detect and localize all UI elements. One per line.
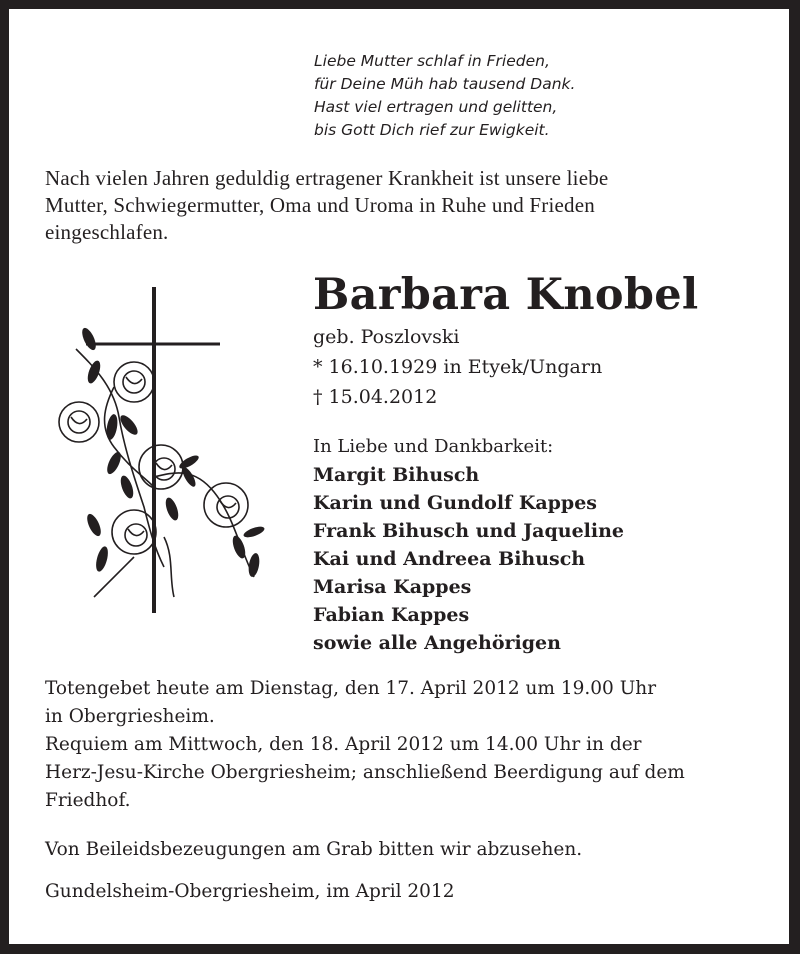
service-details <box>45 675 685 815</box>
poem-line: bis Gott Dich rief zur Ewigkeit. <box>314 121 550 139</box>
closing-note: Von Beileidsbezeugungen am Grab bitten wir abzusehen. <box>45 839 583 860</box>
event-line: Herz-Jesu-Kirche Obergriesheim; anschließend Beerdigung auf dem <box>45 762 685 783</box>
poem-line: Hast viel ertragen und gelitten, <box>314 98 558 116</box>
event-line: Totengebet heute am Dienstag, den 17. April 2012 um 19.00 Uhr <box>45 678 657 699</box>
maiden-name: geb. Poszlovski <box>313 326 460 348</box>
place-date: Gundelsheim-Obergriesheim, im April 2012 <box>45 881 455 902</box>
mourner: Frank Bihusch und Jaqueline <box>313 520 625 542</box>
intro-line: Nach vielen Jahren geduldig ertragener Krankheit ist unsere liebe <box>45 166 609 190</box>
mourner: Fabian Kappes <box>313 604 470 626</box>
cross-with-roses-icon <box>54 277 274 621</box>
poem-line: Liebe Mutter schlaf in Frieden, <box>314 52 550 70</box>
poem <box>314 50 575 142</box>
intro-line: eingeschlafen. <box>45 220 169 244</box>
mourner: sowie alle Angehörigen <box>313 632 561 654</box>
obituary-notice <box>9 9 789 944</box>
mourner: Karin und Gundolf Kappes <box>313 492 598 514</box>
event-line: Requiem am Mittwoch, den 18. April 2012 um 14.00 Uhr in der <box>45 734 642 755</box>
intro-line: Mutter, Schwiegermutter, Oma und Uroma in Ruhe und Frieden <box>45 193 595 217</box>
intro-text <box>45 165 785 246</box>
birth-date: * 16.10.1929 in Etyek/Ungarn <box>313 356 603 378</box>
mourners-heading: In Liebe und Dankbarkeit: <box>313 436 554 457</box>
death-date: † 15.04.2012 <box>313 386 438 408</box>
mourner: Marisa Kappes <box>313 576 472 598</box>
event-line: Friedhof. <box>45 790 131 811</box>
mourners-list <box>313 461 624 657</box>
mourner: Margit Bihusch <box>313 464 480 486</box>
poem-line: für Deine Müh hab tausend Dank. <box>314 75 576 93</box>
deceased-details <box>313 322 602 412</box>
event-line: in Obergriesheim. <box>45 706 215 727</box>
deceased-name: Barbara Knobel <box>313 270 699 320</box>
mourner: Kai und Andreea Bihusch <box>313 548 586 570</box>
